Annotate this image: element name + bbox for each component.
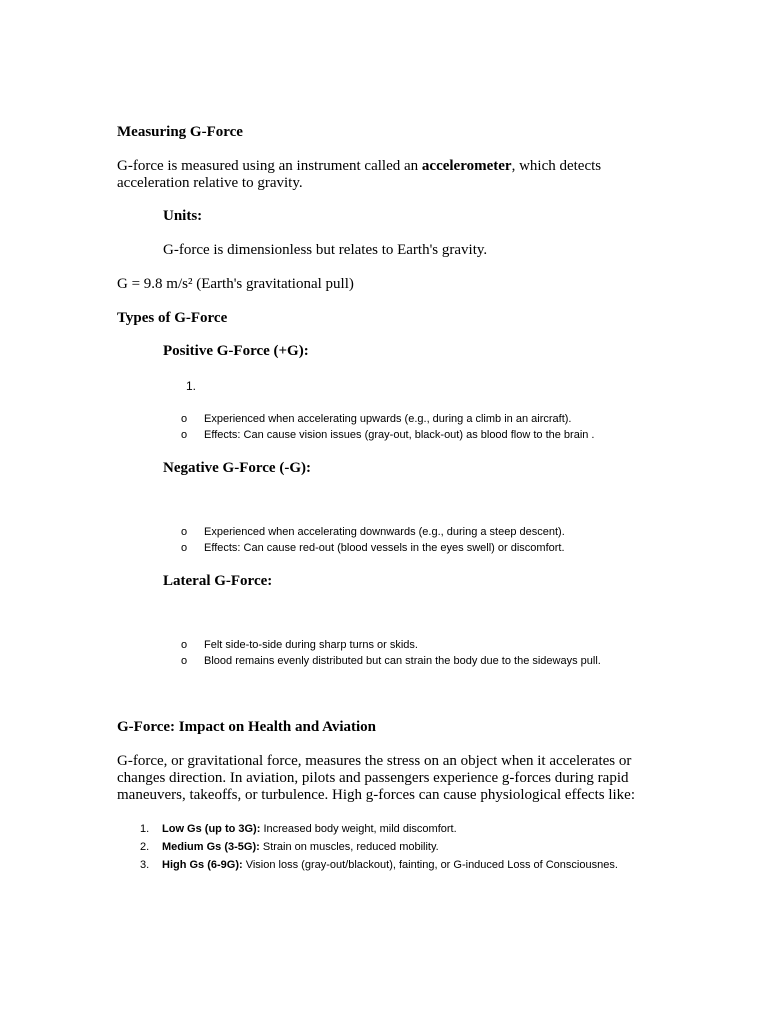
- bullet-marker: o: [181, 655, 188, 667]
- intro-bold-term: accelerometer: [421, 158, 512, 174]
- list-label: High Gs (6-9G):: [162, 859, 243, 871]
- lateral-bullet-2: Blood remains evenly distributed but can strain the body due to the sideways pull.: [204, 655, 601, 667]
- bullet-marker: o: [181, 429, 188, 441]
- impact-list-item: [140, 823, 457, 835]
- intro-text-pre: G-force is measured using an instrument called an: [117, 158, 422, 174]
- types-heading: Types of G-Force: [117, 310, 228, 326]
- list-label: Low Gs (up to 3G):: [162, 823, 261, 835]
- bullet-marker: o: [181, 639, 188, 651]
- measuring-intro-line1: [117, 158, 601, 175]
- lateral-heading: Lateral G-Force:: [163, 573, 273, 589]
- lateral-bullet-1: Felt side-to-side during sharp turns or skids.: [204, 639, 418, 651]
- bullet-marker: o: [181, 542, 188, 554]
- impact-paragraph-line3: maneuvers, takeoffs, or turbulence. High g-forces can cause physiological effects like:: [117, 787, 636, 803]
- positive-bullet-2: Effects: Can cause vision issues (gray-out, black-out) as blood flow to the brain .: [204, 429, 595, 441]
- list-text: Increased body weight, mild discomfort.: [260, 823, 457, 835]
- list-label: Medium Gs (3-5G):: [162, 841, 260, 853]
- impact-list-item: [140, 859, 618, 871]
- bullet-marker: o: [181, 413, 188, 425]
- units-text: G-force is dimensionless but relates to Earth's gravity.: [163, 242, 488, 258]
- impact-list-item: [140, 841, 439, 853]
- negative-heading: Negative G-Force (-G):: [163, 460, 311, 476]
- list-number: 1.: [140, 823, 150, 835]
- list-text: Strain on muscles, reduced mobility.: [259, 841, 439, 853]
- measuring-intro-line2: acceleration relative to gravity.: [117, 175, 303, 191]
- intro-text-post: , which detects: [511, 158, 602, 174]
- impact-paragraph-line2: changes direction. In aviation, pilots and passengers experience g-forces during rapid: [117, 770, 629, 786]
- units-heading: Units:: [163, 208, 203, 224]
- measuring-heading: Measuring G-Force: [117, 124, 243, 140]
- negative-bullet-2: Effects: Can cause red-out (blood vessels in the eyes swell) or discomfort.: [204, 542, 565, 554]
- list-text: Vision loss (gray-out/blackout), fainting, or G-induced Loss of Consciousnes.: [242, 859, 618, 871]
- bullet-marker: o: [181, 526, 188, 538]
- impact-paragraph-line1: G-force, or gravitational force, measures the stress on an object when it accelerates or: [117, 753, 632, 769]
- positive-bullet-1: Experienced when accelerating upwards (e.g., during a climb in an aircraft).: [204, 413, 572, 425]
- positive-list-number: 1.: [186, 379, 197, 393]
- impact-heading: G-Force: Impact on Health and Aviation: [117, 719, 377, 735]
- negative-bullet-1: Experienced when accelerating downwards (e.g., during a steep descent).: [204, 526, 565, 538]
- list-number: 2.: [140, 841, 150, 853]
- g-formula: G = 9.8 m/s² (Earth's gravitational pull): [117, 276, 354, 292]
- positive-heading: Positive G-Force (+G):: [163, 343, 309, 359]
- list-number: 3.: [140, 859, 150, 871]
